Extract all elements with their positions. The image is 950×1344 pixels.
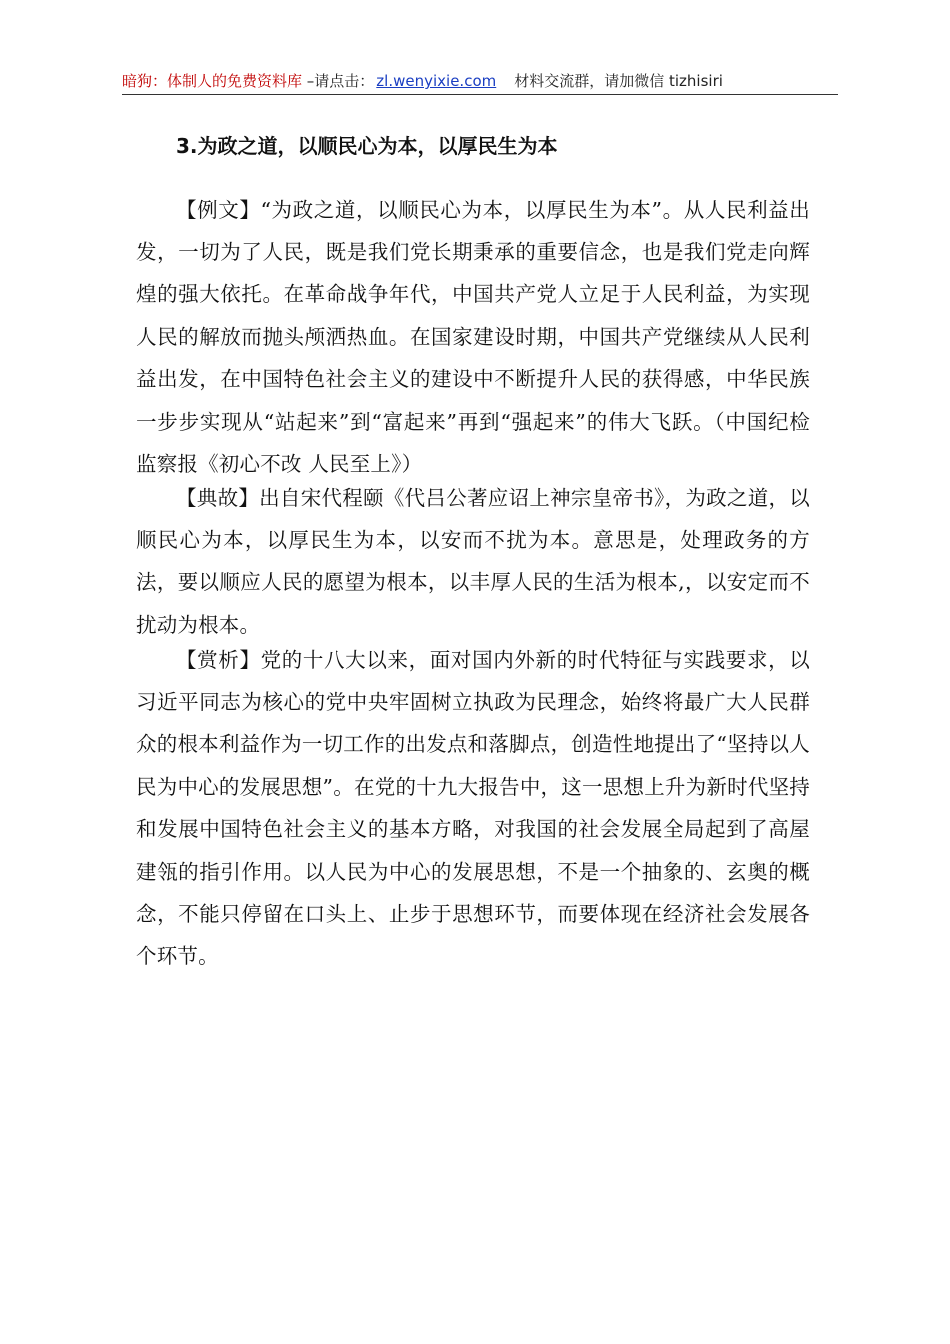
analysis-text: 党的十八大以来，面对国内外新的时代特征与实践要求，以习近平同志为核心的党中央牢固树立执政为民理念，始终将最广大人民群众的根本利益作为一切工作的出发点和落脚点，创造性地提出了“坚持以人民为中心的发展思想”。在党的十九大报告中，这一思想上升为新时代坚持和发展中国特色社会主义的基本方略，对我国的社会发展全局起到了高屋建瓴的指引作用。以人民为中心的发展思想，不是一个抽象的、玄奥的概念，不能只停留在口头上、止步于思想环节，而要体现在经济社会发展各个环节。 — [136, 647, 810, 969]
header-contact: 材料交流群，请加微信 tizhisiri — [514, 72, 723, 90]
allusion-tag: 【典故】 — [176, 485, 260, 510]
allusion-text: 出自宋代程颐《代吕公著应诏上神宗皇帝书》，为政之道，以顺民心为本，以厚民生为本，以安而不扰为本。意思是，处理政务的方法，要以顺应人民的愿望为根本，以丰厚人民的生活为根本,，以安定而不扰动为根本。 — [136, 485, 810, 637]
page-header — [122, 68, 838, 94]
example-text: “为政之道，以顺民心为本，以厚民生为本”。从人民利益出发，一切为了人民，既是我们党长期秉承的重要信念，也是我们党走向辉煌的强大依托。在革命战争年代，中国共产党人立足于人民利益，为实现人民的解放而抛头颅洒热血。在国家建设时期，中国共产党继续从人民利益出发，在中国特色社会主义的建设中不断提升人民的获得感，中华民族一步步实现从“站起来”到“富起来”再到“强起来”的伟大飞跃。（中国纪检监察报《初心不改 人民至上》） — [136, 197, 810, 476]
analysis-tag: 【赏析】 — [176, 647, 261, 672]
allusion-paragraph — [136, 477, 810, 647]
example-paragraph — [136, 189, 810, 486]
header-link[interactable]: zl.wenyixie.com — [376, 72, 497, 90]
section-title: 3.为政之道，以顺民心为本，以厚民生为本 — [176, 134, 558, 158]
header-prompt: –请点击： — [302, 72, 375, 90]
header-divider — [122, 94, 838, 95]
analysis-paragraph — [136, 639, 810, 978]
example-tag: 【例文】 — [176, 197, 261, 222]
header-brand: 暗狗：体制人的免费资料库 — [122, 72, 303, 90]
